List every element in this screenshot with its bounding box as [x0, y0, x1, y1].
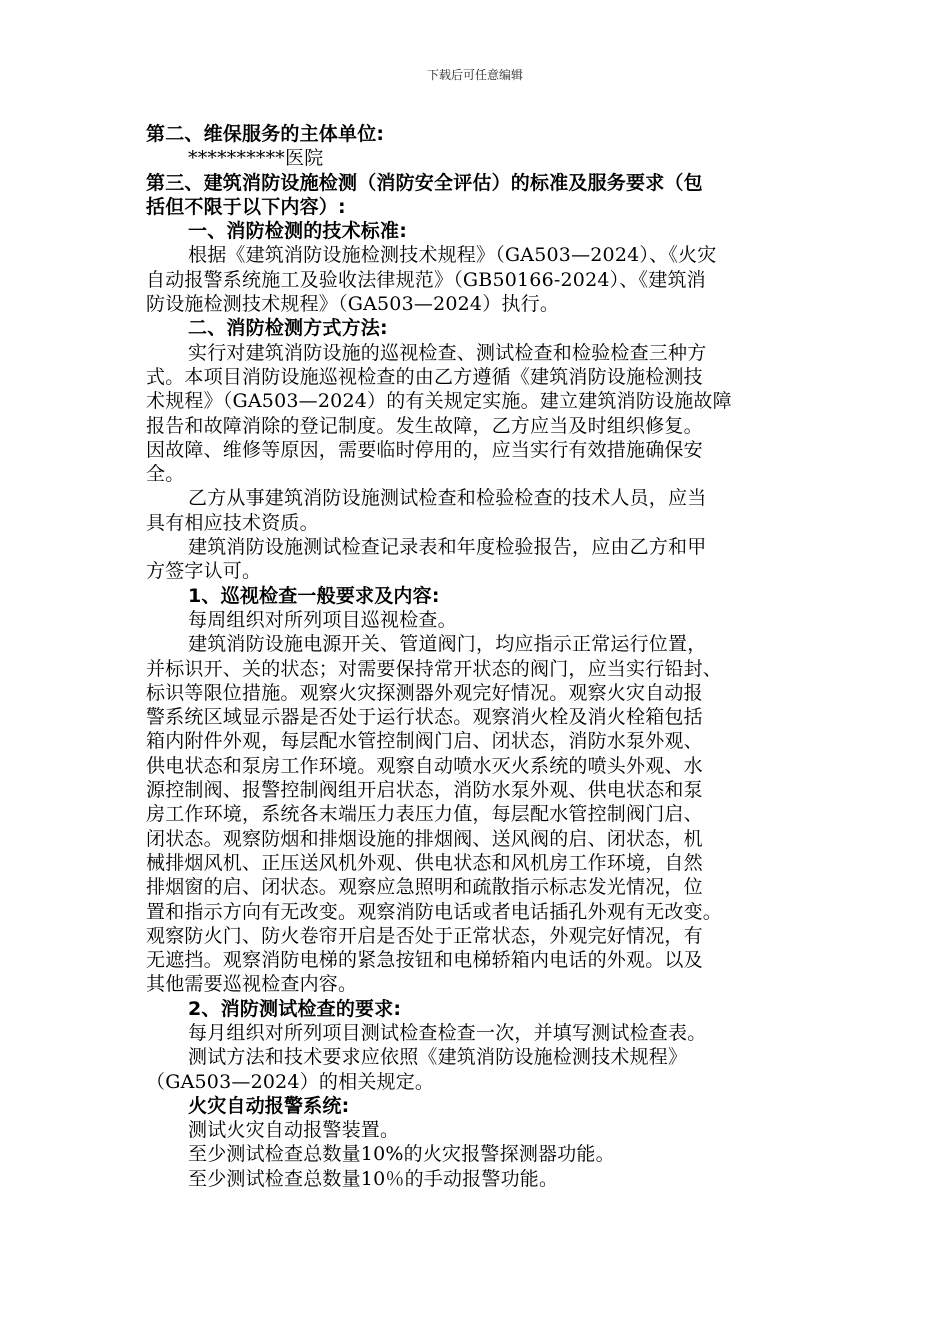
section-heading: 一、消防检测的技术标准: — [188, 220, 407, 243]
paragraph-line: 术规程》（GA503—2024）的有关规定实施。建立建筑消防设施故障 — [146, 390, 732, 413]
paragraph-line: 供电状态和泵房工作环境。观察自动喷水灭火系统的喷头外观、水 — [146, 754, 703, 777]
paragraph-line: 警系统区域显示器是否处于运行状态。观察消火栓及消火栓箱包括 — [146, 706, 703, 729]
paragraph-line: 标识等限位措施。观察火灾探测器外观完好情况。观察火灾自动报 — [146, 681, 703, 704]
paragraph-line: 具有相应技术资质。 — [146, 511, 319, 534]
section-heading: 第二、维保服务的主体单位: — [146, 123, 385, 145]
paragraph-line: 测试火灾自动报警装置。 — [188, 1119, 400, 1142]
paragraph-line: 械排烟风机、正压送风机外观、供电状态和风机房工作环境，自然 — [146, 851, 703, 874]
paragraph-line: 自动报警系统施工及验收法律规范》（GB50166-2024）、《建筑消 — [146, 268, 706, 291]
paragraph-line: 测试方法和技术要求应依照《建筑消防设施检测技术规程》 — [188, 1046, 688, 1069]
paragraph-line: 建筑消防设施测试检查记录表和年度检验报告，应由乙方和甲 — [188, 536, 707, 559]
section-heading: 第三、建筑消防设施检测（消防安全评估）的标准及服务要求（包 — [146, 171, 703, 194]
paragraph-line: 至少测试检查总数量10％的手动报警功能。 — [188, 1167, 559, 1190]
paragraph-line: 闭状态。观察防烟和排烟设施的排烟阀、送风阀的启、闭状态，机 — [146, 827, 703, 850]
paragraph-line: 建筑消防设施电源开关、管道阀门，均应指示正常运行位置， — [188, 633, 707, 656]
paragraph-line: 箱内附件外观，每层配水管控制阀门启、闭状态，消防水泵外观、 — [146, 730, 703, 753]
paragraph-line: 无遮挡。观察消防电梯的紧急按钮和电梯轿箱内电话的外观。以及 — [146, 949, 703, 972]
paragraph-line: 防设施检测技术规程》（GA503—2024）执行。 — [146, 293, 560, 316]
paragraph-line: 置和指示方向有无改变。观察消防电话或者电话插孔外观有无改变。 — [146, 900, 723, 923]
paragraph-line: 实行对建筑消防设施的巡视检查、测试检查和检验检查三种方 — [188, 341, 707, 364]
section-heading: 二、消防检测方式方法: — [188, 317, 388, 340]
paragraph-line: 式。本项目消防设施巡视检查的由乙方遵循《建筑消防设施检测技 — [146, 365, 703, 388]
paragraph-line: 方签字认可。 — [146, 560, 262, 583]
section-heading: 火灾自动报警系统: — [188, 1094, 350, 1117]
paragraph-line: 房工作环境，系统各末端压力表压力值，每层配水管控制阀门启、 — [146, 803, 703, 826]
paragraph-line: 因故障、维修等原因，需要临时停用的，应当实行有效措施确保安 — [146, 438, 703, 461]
paragraph-line: 并标识开、关的状态；对需要保持常开状态的阀门，应当实行铅封、 — [146, 657, 723, 680]
section-heading: 2、消防测试检查的要求: — [188, 997, 402, 1020]
paragraph-line: 源控制阀、报警控制阀组开启状态，消防水泵外观、供电状态和泵 — [146, 779, 703, 802]
paragraph-line: 全。 — [146, 463, 185, 486]
paragraph-line: （GA503—2024）的相关规定。 — [146, 1070, 435, 1093]
page-header: 下载后可任意编辑 — [426, 68, 523, 82]
paragraph-line: 报告和故障消除的登记制度。发生故障，乙方应当及时组织修复。 — [146, 414, 703, 437]
document-body — [146, 122, 826, 1191]
paragraph-line: 观察防火门、防火卷帘开启是否处于正常状态，外观完好情况，有 — [146, 924, 703, 947]
paragraph-line: 每月组织对所列项目测试检查检查一次，并填写测试检查表。 — [188, 1021, 707, 1044]
section-heading: 括但不限于以下内容）: — [146, 195, 346, 218]
paragraph-line: 排烟窗的启、闭状态。观察应急照明和疏散指示标志发光情况，位 — [146, 876, 703, 899]
paragraph-line: 至少测试检查总数量10%的火灾报警探测器功能。 — [188, 1143, 615, 1166]
section-heading: 1、巡视检查一般要求及内容: — [188, 584, 440, 607]
paragraph-line: 乙方从事建筑消防设施测试检查和检验检查的技术人员，应当 — [188, 487, 707, 510]
paragraph-line: 根据《建筑消防设施检测技术规程》（GA503—2024）、《火灾 — [188, 244, 717, 267]
paragraph-line: **********医院 — [188, 147, 324, 170]
paragraph-line: 每周组织对所列项目巡视检查。 — [188, 608, 457, 631]
paragraph-line: 其他需要巡视检查内容。 — [146, 973, 358, 996]
